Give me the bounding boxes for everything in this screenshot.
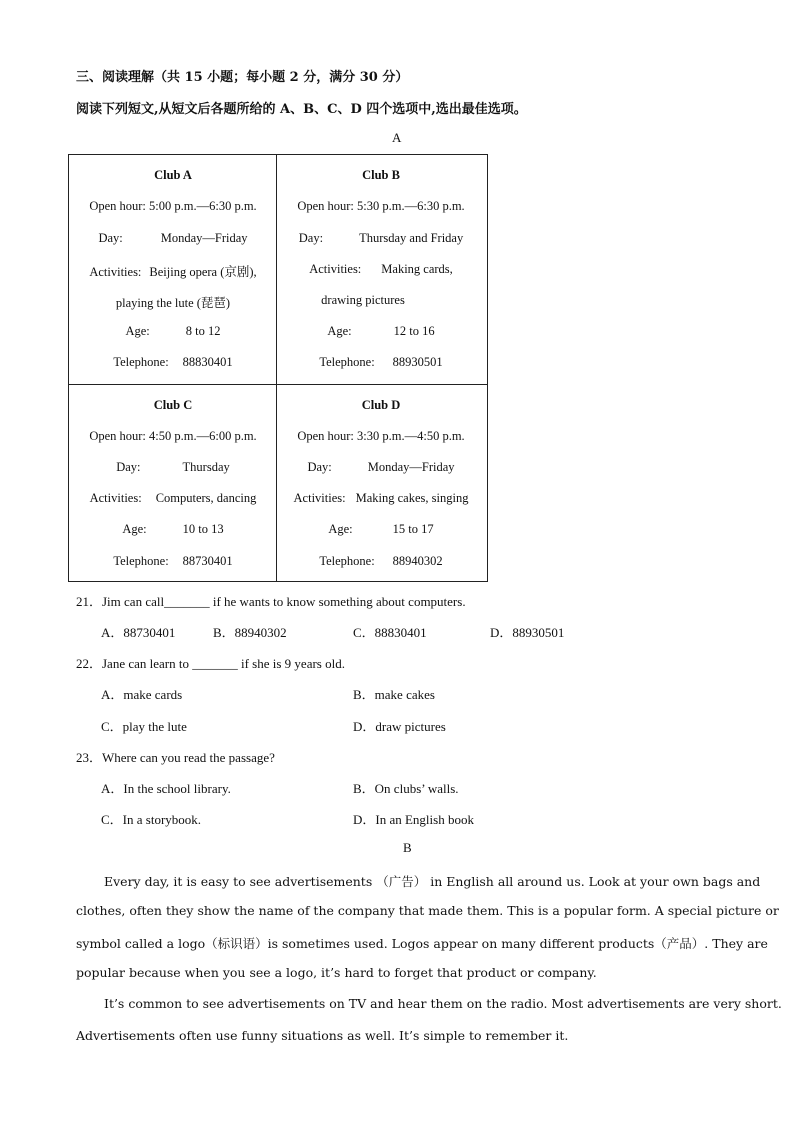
question-21-stem: 21．Jim can call_______ if he wants to know something about computers.: [76, 594, 466, 609]
club-age: [277, 324, 485, 339]
activities-value: Making cards,: [381, 262, 453, 276]
age-value: 12 to 16: [393, 324, 435, 338]
telephone-label: Telephone:: [113, 554, 169, 568]
age-value: 8 to 12: [185, 324, 221, 338]
question-23-option-d[interactable]: D．In an English book: [353, 812, 474, 827]
activities-label: Activities:: [89, 491, 142, 505]
question-22-option-a[interactable]: A．make cards: [101, 687, 183, 702]
clubs-table: [68, 154, 488, 582]
open-label: Open hour:: [297, 199, 354, 213]
age-label: Age:: [328, 522, 353, 536]
question-21-option-b[interactable]: B．88940302: [213, 625, 287, 640]
passage-a-label: A: [392, 130, 402, 145]
activities-label: Activities:: [293, 491, 346, 505]
table-divider-horizontal: [69, 384, 487, 385]
club-age: [69, 324, 277, 339]
age-value: 15 to 17: [392, 522, 434, 536]
telephone-label: Telephone:: [319, 355, 375, 369]
club-telephone: [69, 355, 277, 370]
question-22-stem: 22．Jane can learn to _______ if she is 9 years old.: [76, 656, 345, 671]
age-value: 10 to 13: [182, 522, 224, 536]
question-23-option-a[interactable]: A．In the school library.: [101, 781, 231, 796]
club-telephone: [69, 554, 277, 569]
day-value: Thursday: [182, 460, 230, 474]
passage-b-p1-line2: clothes, often they show the name of the company that made them. This is a popular form. A special picture or: [76, 903, 779, 918]
open-label: Open hour:: [89, 429, 146, 443]
day-value: Monday—Friday: [367, 460, 455, 474]
day-label: Day:: [307, 460, 332, 474]
section-heading: 三、阅读理解（共 15 小题；每小题 2 分，满分 30 分）: [76, 70, 409, 85]
club-open-hour: [69, 199, 277, 214]
activities-label: Activities:: [309, 262, 362, 276]
club-activities: [69, 491, 277, 506]
open-value: 5:00 p.m.—6:30 p.m.: [149, 199, 257, 213]
activities-value: Computers, dancing: [155, 491, 257, 505]
telephone-label: Telephone:: [113, 355, 169, 369]
passage-b-p1-line4: popular because when you see a logo, it’s hard to forget that product or company.: [76, 965, 597, 980]
club-open-hour: [277, 429, 485, 444]
question-22-option-d[interactable]: D．draw pictures: [353, 719, 446, 734]
age-label: Age:: [122, 522, 147, 536]
club-name: Club D: [361, 398, 401, 412]
telephone-value: 88730401: [182, 554, 233, 568]
question-21-option-d[interactable]: D．88930501: [490, 625, 565, 640]
club-age: [277, 522, 485, 537]
day-label: Day:: [298, 231, 324, 245]
telephone-value: 88830401: [182, 355, 233, 369]
club-open-hour: [69, 429, 277, 444]
question-21-option-c[interactable]: C．88830401: [353, 625, 427, 640]
passage-b-p1-line3: symbol called a logo（标识语）is sometimes used. Logos appear on many different products（产品）. They are: [76, 936, 768, 951]
telephone-value: 88930501: [392, 355, 443, 369]
open-label: Open hour:: [297, 429, 354, 443]
activities-value: Making cakes, singing: [355, 491, 469, 505]
club-activities-line2: drawing pictures: [321, 293, 405, 307]
club-telephone: [277, 355, 485, 370]
open-label: Open hour:: [89, 199, 146, 213]
age-label: Age:: [125, 324, 150, 338]
open-value: 3:30 p.m.—4:50 p.m.: [357, 429, 465, 443]
club-activities: [69, 262, 277, 280]
club-activities-line2: playing the lute (琵琶): [115, 296, 231, 310]
question-21-option-a[interactable]: A．88730401: [101, 625, 176, 640]
question-23-stem: 23．Where can you read the passage?: [76, 750, 275, 765]
day-label: Day:: [116, 460, 141, 474]
question-22-option-c[interactable]: C．play the lute: [101, 719, 187, 734]
telephone-label: Telephone:: [319, 554, 375, 568]
open-value: 5:30 p.m.—6:30 p.m.: [357, 199, 465, 213]
club-age: [69, 522, 277, 537]
club-name: Club C: [153, 398, 193, 412]
club-telephone: [277, 554, 485, 569]
passage-b-p2-line2: Advertisements often use funny situations as well. It’s simple to remember it.: [76, 1028, 569, 1043]
activities-label: Activities:: [89, 265, 142, 279]
club-name: Club B: [362, 168, 400, 182]
passage-b-label: B: [403, 840, 412, 855]
club-day: [277, 231, 485, 246]
open-value: 4:50 p.m.—6:00 p.m.: [149, 429, 257, 443]
question-23-option-b[interactable]: B．On clubs’ walls.: [353, 781, 459, 796]
day-label: Day:: [98, 231, 123, 245]
club-open-hour: [277, 199, 485, 214]
telephone-value: 88940302: [392, 554, 443, 568]
age-label: Age:: [327, 324, 352, 338]
passage-b-p2-line1: It’s common to see advertisements on TV and hear them on the radio. Most advertisements are very short.: [104, 996, 782, 1011]
club-day: [69, 460, 277, 475]
club-name: Club A: [154, 168, 192, 182]
activities-value: Beijing opera (京剧),: [149, 265, 257, 279]
club-day: [277, 460, 485, 475]
day-value: Thursday and Friday: [359, 231, 464, 245]
day-value: Monday—Friday: [160, 231, 248, 245]
club-activities: [277, 491, 485, 506]
section-instruction: 阅读下列短文,从短文后各题所给的 A、B、C、D 四个选项中,选出最佳选项。: [76, 102, 527, 117]
question-23-option-c[interactable]: C．In a storybook.: [101, 812, 202, 827]
question-22-option-b[interactable]: B．make cakes: [353, 687, 435, 702]
passage-b-p1-line1: Every day, it is easy to see advertisements （广告） in English all around us. Look at your own bags and: [104, 874, 761, 889]
club-day: [69, 231, 277, 246]
club-activities: [277, 262, 485, 277]
